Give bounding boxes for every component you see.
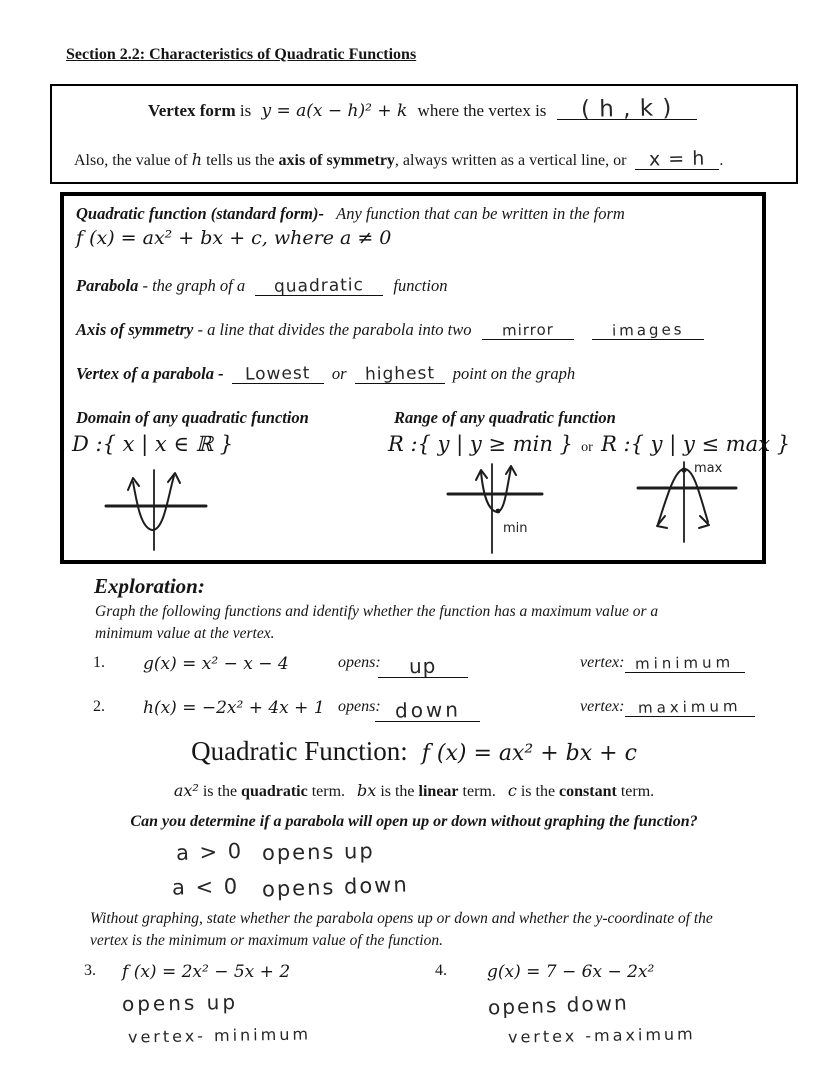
rule-result-handwriting: opens down [261,872,410,902]
term-math: bx [357,781,377,800]
vertex-answer-blank [557,95,697,123]
vertex-answer-handwriting: ( h , k ) [580,95,673,123]
vertex-form-box [50,84,798,184]
vertex-form-formula: y = a(x − h)² + k [261,101,408,121]
definitions-box [60,192,791,564]
parabola-text: - the graph of a [142,276,246,295]
opens-answer-handwriting: up [409,653,437,679]
parabola-answer-handwriting: quadratic [274,275,365,297]
rule-condition-handwriting: a < 0 [171,874,240,900]
problem-number: 2. [93,698,105,715]
vertex-form-is: is [239,101,252,120]
term-bold: linear [418,783,459,800]
problem-row-1 [0,654,828,690]
opens-label: opens: [338,698,381,715]
parabola-sketch-domain [104,462,216,552]
problem-row-3-4 [0,962,828,1071]
parabola-definition-line [76,276,447,296]
vertex-answer-handwriting: vertex- minimum [127,1024,312,1047]
vertex-form-line [148,95,697,123]
vertex-label: vertex: [580,654,625,671]
quadratic-function-heading-line [0,736,828,767]
axis-line-mid: tells us the [206,152,275,169]
standard-form-line [76,204,625,224]
term-post: term. [620,783,655,800]
axis-answer2-blank [592,322,704,340]
term-pre: is the [202,783,238,800]
problem-equation: f (x) = 2x² − 5x + 2 [122,962,291,982]
opens-answer-blank [378,653,468,679]
vertex-end: point on the graph [452,364,576,383]
axis-line-pre: Also, the value of [74,152,188,169]
parabola-sketch-min [446,458,561,556]
axis-answer-blank [635,147,719,171]
term-constant [508,783,654,800]
problem-equation: g(x) = 7 − 6x − 2x² [487,962,655,982]
domain-formula: D :{ x | x ∈ ℝ } [72,432,234,456]
vertex-answer1-blank [232,363,324,385]
axis-term: Axis of symmetry [76,320,194,339]
quadratic-function-formula: f (x) = ax² + bx + c [421,741,637,766]
standard-form-term: Quadratic function (standard form)- [76,204,324,223]
term-math: c [507,781,517,800]
exploration-heading: Exploration: [94,574,205,598]
term-post: term. [311,783,346,800]
vertex-term: Vertex of a parabola - [76,364,224,383]
opens-answer-handwriting: opens up [121,989,239,1017]
term-pre: is the [520,783,556,800]
exploration-instructions: Graph the following functions and identify whether the function has a maximum value or a minimum value at the vertex. [95,603,659,642]
axis-answer1-blank [482,322,574,340]
terms-line [0,781,828,801]
vertex-label: vertex: [580,698,625,715]
opens-answer-blank [375,697,480,723]
max-label: max [694,461,723,476]
parabola-sketch-max [636,458,748,550]
domain-label: Domain of any quadratic function [76,408,309,427]
term-pre: is the [380,783,415,800]
opens-answer-handwriting: down [394,697,461,723]
range-label: Range of any quadratic function [394,408,616,427]
axis-line-post: , always written as a vertical line, or [394,152,627,169]
standard-form-text: Any function that can be written in the form [336,204,625,223]
vertex-or: or [331,364,347,383]
axis-line-var: h [191,150,203,169]
problem-number: 4. [435,962,447,979]
vertex-definition-line [76,364,575,384]
quadratic-function-heading: Quadratic Function: [191,736,408,766]
range-or: or [581,440,593,455]
rule-result-handwriting: opens up [261,839,375,865]
rule-row-1 [0,838,828,872]
vertex-answer2-handwriting: highest [364,363,435,385]
open-up-down-question: Can you determine if a parabola will open up or down without graphing the function? [130,813,698,830]
axis-symmetry-line [74,147,724,171]
axis-answer-handwriting: x = h [649,147,706,171]
parabola-term: Parabola [76,276,139,295]
range-formulas [388,432,790,457]
vertex-answer-blank [625,653,745,673]
problem-row-2 [0,698,828,734]
parabola-end: function [393,276,448,295]
vertex-form-term: Vertex form [148,101,236,120]
vertex-answer2-blank [355,363,445,385]
axis-line-period: . [719,152,724,169]
term-math: ax² [173,781,199,800]
standard-form-formula: f (x) = ax² + bx + c, where a ≠ 0 [76,227,392,249]
term-bold: quadratic [241,783,308,800]
rule-row-2 [0,872,828,907]
axis-answer1-handwriting: mirror [501,320,554,340]
vertex-answer1-handwriting: Lowest [244,363,311,385]
term-linear [357,783,500,800]
problem-number: 3. [84,962,96,979]
min-label: min [503,521,528,536]
vertex-form-where: where the vertex is [417,101,547,120]
opens-answer-handwriting: opens down [487,990,630,1020]
problem-equation: h(x) = −2x² + 4x + 1 [143,698,325,718]
term-quadratic [174,783,349,800]
vertex-answer-handwriting: maximum [638,697,742,717]
range-formula-min: R :{ y | y ≥ min } [388,432,573,456]
vertex-answer-blank [625,697,755,717]
problem-number: 1. [93,654,105,671]
term-bold: constant [559,783,617,800]
parabola-answer-blank [255,275,383,297]
problem-equation: g(x) = x² − x − 4 [143,654,289,674]
vertex-answer-handwriting: vertex -maximum [507,1024,696,1047]
section-heading: Section 2.2: Characteristics of Quadratic Functions [66,46,417,63]
range-formula-max: R :{ y | y ≤ max } [601,432,791,456]
term-post: term. [462,783,496,800]
axis-answer2-handwriting: images [611,320,685,340]
axis-definition-line [76,320,704,340]
rule-condition-handwriting: a > 0 [175,838,244,866]
without-graphing-instructions: Without graphing, state whether the parabola opens up or down and whether the y-coordinate of the vertex is the minimum or maximum value of the function. [90,910,713,949]
axis-text: - a line that divides the parabola into two [197,320,472,339]
axis-line-term: axis of symmetry [278,152,395,169]
vertex-answer-handwriting: minimum [635,653,735,673]
opens-label: opens: [338,654,381,671]
